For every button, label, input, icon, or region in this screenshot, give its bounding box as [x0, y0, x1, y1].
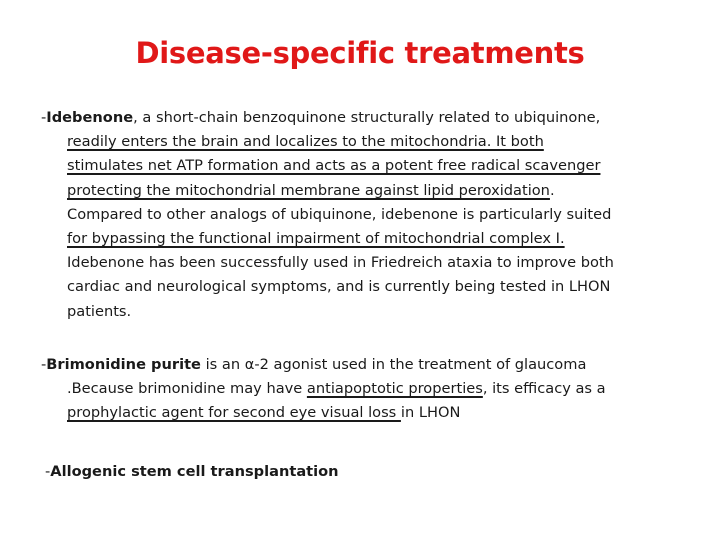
idebenone-line-3: stimulates net ATP formation and acts as a potent free radical scavenger [67, 157, 601, 175]
stem-cell-line [45, 460, 685, 484]
idebenone-paragraph [41, 106, 681, 324]
brimonidine-line-2-underlined: antiapoptotic properties [306, 380, 483, 398]
idebenone-line-8: cardiac and neurological symptoms, and is currently being tested in LHON [67, 278, 611, 296]
brimonidine-line-1-text: is an α-2 agonist used in the treatment of glaucoma [200, 356, 587, 373]
idebenone-line-1-text: , a short-chain benzoquinone structurally related to ubiquinone, [133, 109, 601, 126]
brimonidine-line-2-start: .Because brimonidine may have [67, 380, 307, 398]
idebenone-line-4-end: . [549, 181, 555, 199]
idebenone-line-6: for bypassing the functional impairment of mitochondrial complex I. [67, 230, 565, 248]
idebenone-line-9: patients. [67, 302, 132, 320]
idebenone-line-4-underlined: protecting the mitochondrial membrane against lipid peroxidation [67, 181, 550, 199]
slide-title: Disease-specific treatments [135, 36, 585, 70]
brimonidine-line-2-end: , its efficacy as a [482, 380, 606, 398]
stem-cell-term: Allogenic stem cell transplantation [50, 463, 339, 480]
brimonidine-term: Brimonidine purite [46, 356, 201, 373]
idebenone-line-5: Compared to other analogs of ubiquinone, idebenone is particularly suited [67, 205, 612, 223]
brimonidine-line-1 [41, 353, 681, 377]
bullet-dash: - [41, 356, 47, 373]
idebenone-line-4 [41, 179, 681, 203]
bullet-dash: - [45, 463, 51, 480]
idebenone-line-1 [41, 106, 681, 130]
idebenone-term: Idebenone [46, 109, 134, 126]
brimonidine-line-3-end: in LHON [400, 404, 461, 422]
brimonidine-line-2 [41, 377, 681, 401]
bullet-dash: - [41, 109, 47, 126]
stem-cell-paragraph [45, 460, 685, 484]
brimonidine-line-3-underlined: prophylactic agent for second eye visual loss [67, 404, 401, 422]
brimonidine-line-3 [41, 401, 681, 425]
brimonidine-paragraph [41, 353, 681, 426]
idebenone-line-7: Idebenone has been successfully used in Friedreich ataxia to improve both [67, 254, 614, 272]
idebenone-line-2: readily enters the brain and localizes to the mitochondria. It both [67, 133, 544, 151]
